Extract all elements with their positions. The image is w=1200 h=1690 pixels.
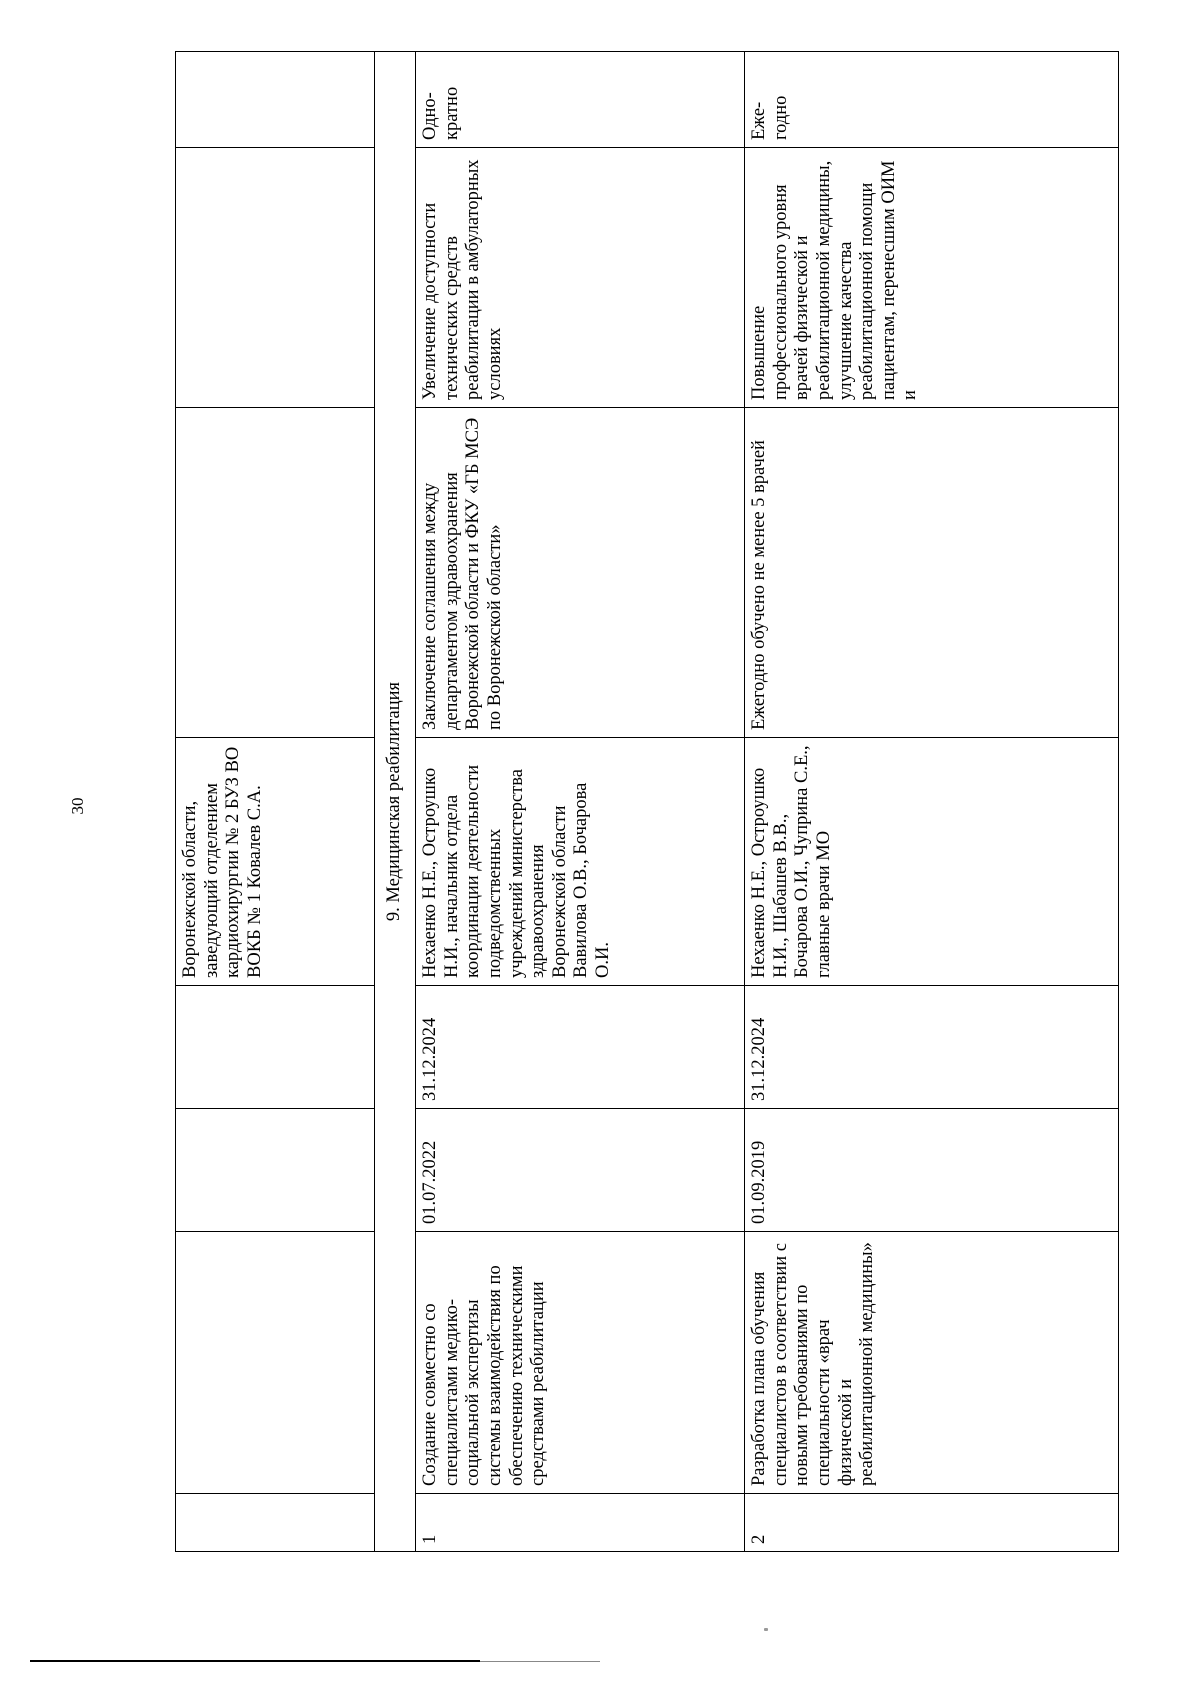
scan-speck <box>764 1628 768 1631</box>
cell-responsible: Нехаенко Н.Е., Остроушко Н.И., Шабашев В.В., Бочарова О.И., Чуприна С.Е., главные врачи МО <box>745 738 1119 986</box>
cell-result <box>176 148 375 408</box>
cell-end: 31.12.2024 <box>416 986 745 1109</box>
cell-event: Создание совместно со специалистами медико-социальной экспертизы системы взаимодействия по обеспечению техническими средствами реабилитации <box>416 1232 745 1494</box>
cell-frequency: Еже-годно <box>745 52 1119 148</box>
action-plan-table <box>175 51 1119 1552</box>
cell-result: Увеличение доступности технических средств реабилитации в амбулаторных условиях <box>416 148 745 408</box>
cell-end: 31.12.2024 <box>745 986 1119 1109</box>
cell-responsible: Воронежской области, заведующий отделением кардиохирургии № 2 БУЗ ВО ВОКБ № 1 Ковалев С.А. <box>176 738 375 986</box>
cell-result: Повышение профессионального уровня врачей физической и реабилитационной медицины, улучшение качества реабилитационной помощи пациентам, перенесшим ОИМ и <box>745 148 1119 408</box>
cell-indicator: Заключение соглашения между департаментом здравоохранения Воронежской области и ФКУ «ГБ МСЭ по Воронежской области» <box>416 408 745 738</box>
table-row <box>416 52 745 1552</box>
table-row <box>745 52 1119 1552</box>
scan-bottom-rule-faint <box>480 1661 600 1662</box>
cell-start: 01.07.2022 <box>416 1109 745 1232</box>
rotated-table-container <box>175 52 1123 1552</box>
scan-bottom-rule <box>30 1660 480 1662</box>
cell-num: 1 <box>416 1494 745 1552</box>
page-number: 30 <box>68 797 87 815</box>
cell-start <box>176 1109 375 1232</box>
cell-num <box>176 1494 375 1552</box>
section-row <box>375 52 416 1552</box>
cell-frequency <box>176 52 375 148</box>
cell-responsible: Нехаенко Н.Е., Остроушко Н.И., начальник отдела координации деятельности подведомственных учреждений министерства здравоохранения Воронежской области Вавилова О.В., Бочарова О.И. <box>416 738 745 986</box>
section-title: 9. Медицинская реабилитация <box>375 52 416 1552</box>
cell-indicator: Ежегодно обучено не менее 5 врачей <box>745 408 1119 738</box>
cell-event <box>176 1232 375 1494</box>
table-row-continued <box>176 52 375 1552</box>
cell-num: 2 <box>745 1494 1119 1552</box>
cell-indicator <box>176 408 375 738</box>
cell-start: 01.09.2019 <box>745 1109 1119 1232</box>
cell-end <box>176 986 375 1109</box>
cell-frequency: Одно-кратно <box>416 52 745 148</box>
cell-event: Разработка плана обучения специалистов в соответствии с новыми требованиями по специальности «врач физической и реабилитационной медицины» <box>745 1232 1119 1494</box>
